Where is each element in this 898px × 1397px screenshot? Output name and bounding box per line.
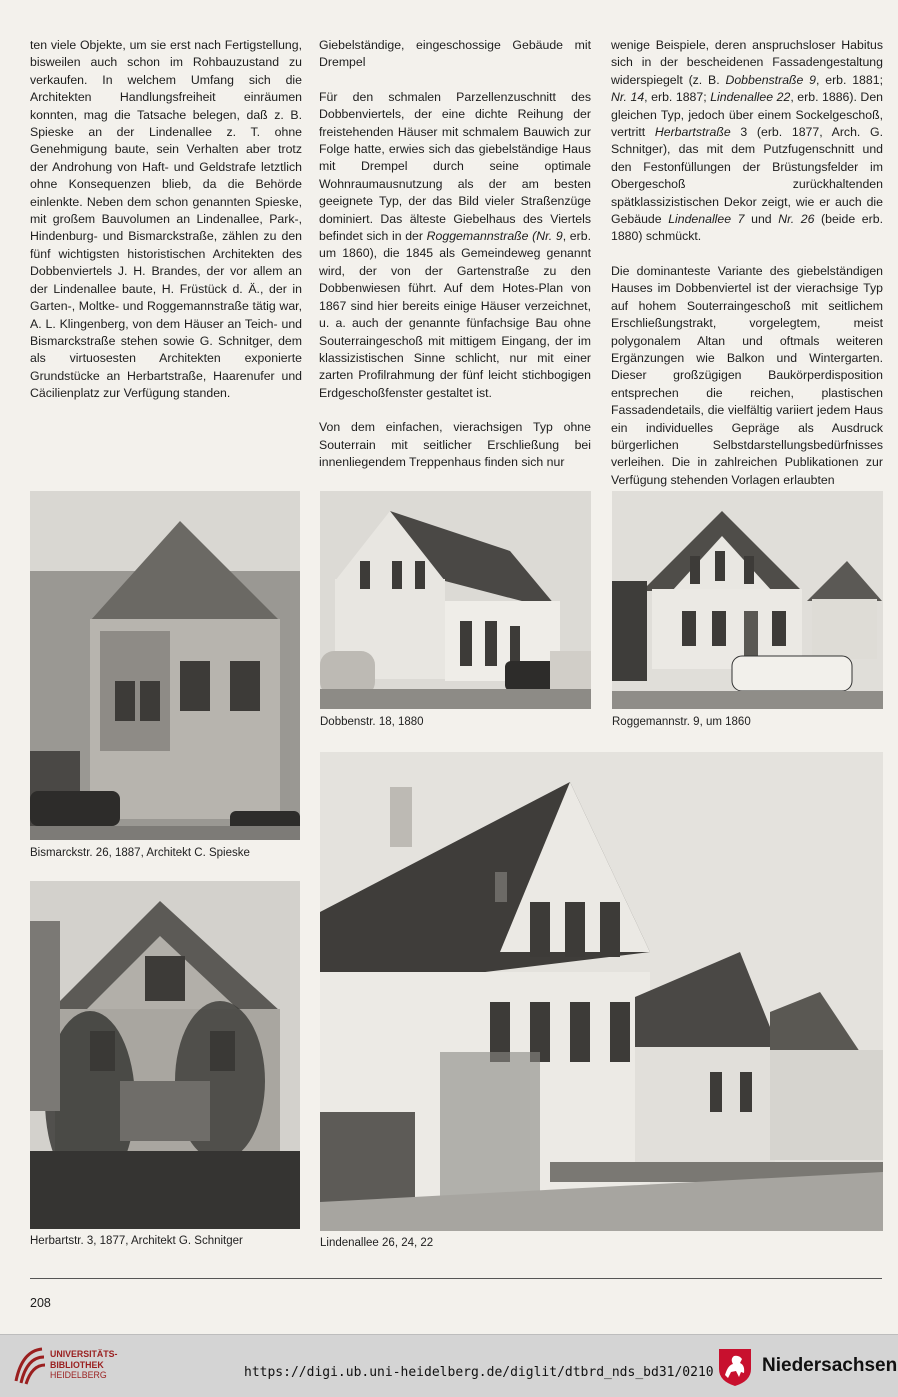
text-column-2 [319, 37, 591, 488]
paragraph: Die dominanteste Variante des giebelständigen Hauses im Dobbenviertel ist der vierachsige Typ auf hohem Souterraingeschoß mit seitlichem Erschließungstrakt, vorgelegtem, meist polygonalem Altan und oftmals weiteren Ergänzungen wie Balkon und Wintergarten. Dieser großzügigen Baukörperdisposition entsprechen die reichen, plastischen Fassadendetails, die vielfältig variiert jedem Haus ein individuelles Gepräge als Ausdruck bürgerlichen Selbstdarstellungsbedürfnisses verleihen. Die in zahlreichen Publikationen zur Verfügung stehenden Vorlagen erlaubten [611, 263, 883, 487]
section-heading: Giebelständige, eingeschossige Gebäude mit Drempel [319, 38, 591, 70]
caption-lindenallee: Lindenallee 26, 24, 22 [320, 1237, 434, 1249]
university-library-logo-icon [12, 1345, 46, 1385]
viewer-footer [0, 1334, 898, 1397]
paragraph: Von dem einfachen, vierachsigen Typ ohne Souterrain mit seitlicher Erschließung bei innenliegendem Treppenhaus finden sich nur [319, 420, 591, 469]
photo-roggemannstrasse-9 [612, 491, 883, 709]
lower-saxony-label[interactable]: Niedersachsen [762, 1355, 898, 1376]
lower-saxony-horse-crest-icon[interactable] [716, 1347, 754, 1387]
caption-bismarckstrasse: Bismarckstr. 26, 1887, Architekt C. Spieske [30, 847, 250, 859]
photo-lindenallee-26-24-22 [320, 752, 883, 1231]
paragraph: wenige Beispiele, deren anspruchsloser Habitus sich in der bescheidenen Fassadengestaltung widerspiegelt (z. B. Dobbenstraße 9, erb. 1881; Nr. 14, erb. 1887; Lindenallee 22, erb. 1886). Den gleichen Typ, jedoch über einem Sockelgeschoß, vertritt Herbartstraße 3 (erb. 1877, Arch. G. Schnitger), das mit dem Putzfugenschnitt und den Festonfüllungen der Brüstungsfelder im Obergeschoß zurückhaltenden spätklassizistischen Dekor zeigt, wie er auch die Gebäude Lindenallee 7 und Nr. 26 (beide erb. 1880) schmückt. [611, 38, 883, 244]
document-url-link[interactable]: https://digi.ub.uni-heidelberg.de/diglit/dtbrd_nds_bd31/0210 [244, 1365, 714, 1380]
paragraph: Für den schmalen Parzellenzuschnitt des Dobbenviertels, der eine dichte Reihung der freistehenden Häuser mit schmalem Bauwich zur Folge hatte, erwies sich das giebelständige Haus mit Drempel durch seine optimale Wohnraumausnutzung als der am besten geeignete Typ, der das Bild vieler Straßenzüge dominiert. Das älteste Giebelhaus des Viertels befindet sich in der Roggemannstraße (Nr. 9, erb. um 1860), die 1845 als Gemeindeweg genannt wird, der von der Gartenstraße zu den Dobbenwiesen führt. Auf dem Hotes-Plan von 1867 sind hier bereits einige Häuser verzeichnet, u. a. auch der genannte fünfachsige Bau ohne Souterraingeschoß mit mittigem Eingang, der im klassizistischen Sinne schlicht, nur mit einer zarten Profilrahmung der fünf leicht stichbogigen Erdgeschoßfenster gestaltet ist. [319, 89, 591, 400]
photo-dobbenstrasse-18 [320, 491, 591, 709]
caption-dobbenstrasse: Dobbenstr. 18, 1880 [320, 716, 424, 728]
caption-herbartstrasse: Herbartstr. 3, 1877, Architekt G. Schnitger [30, 1235, 243, 1247]
text-column-3 [611, 37, 883, 506]
caption-roggemannstrasse: Roggemannstr. 9, um 1860 [612, 716, 751, 728]
text-column-1 [30, 37, 302, 420]
photo-herbartstrasse-3 [30, 881, 300, 1229]
paragraph: ten viele Objekte, um sie erst nach Fertigstellung, bisweilen auch schon im Rohbauzustand zu verkaufen. In welchem Umfang sich die Architekten Handlungsfreiheit einräumen konnten, mag die Tatsache belegen, daß z. B. Spieske an der Lindenallee z. T. ohne Genehmigung baute, sein Verhalten aber trotz der Androhung von Haft- und Geldstrafe letztlich ohne Konsequenzen blieb, da die Behörde einlenkte. Neben dem schon genannten Spieske, mit großem Bauvolumen an Lindenallee, Park-, Hindenburg- und Bismarckstraße, zählen zu den fünf wichtigsten historistischen Architekten des Dobbenviertels J. H. Brandes, der vor allem an der Lindenallee baute, H. Früstück d. Ä., der in Garten-, Moltke- und Roggemannstraße tätig war, A. L. Klingenberg, von dem Häuser an Teich- und Bismarckstraße stehen sowie G. Schnitger, dem als virtuosesten Architekten exponierte Grundstücke an Herbartstraße, Haarenufer und Cäcilienplatz zur Verfügung standen. [30, 38, 302, 401]
university-library-name[interactable]: UNIVERSITÄTS- BIBLIOTHEK HEIDELBERG [50, 1349, 118, 1380]
page-number: 208 [30, 1296, 51, 1310]
photo-bismarckstrasse-26 [30, 491, 300, 840]
footer-rule [30, 1278, 882, 1279]
